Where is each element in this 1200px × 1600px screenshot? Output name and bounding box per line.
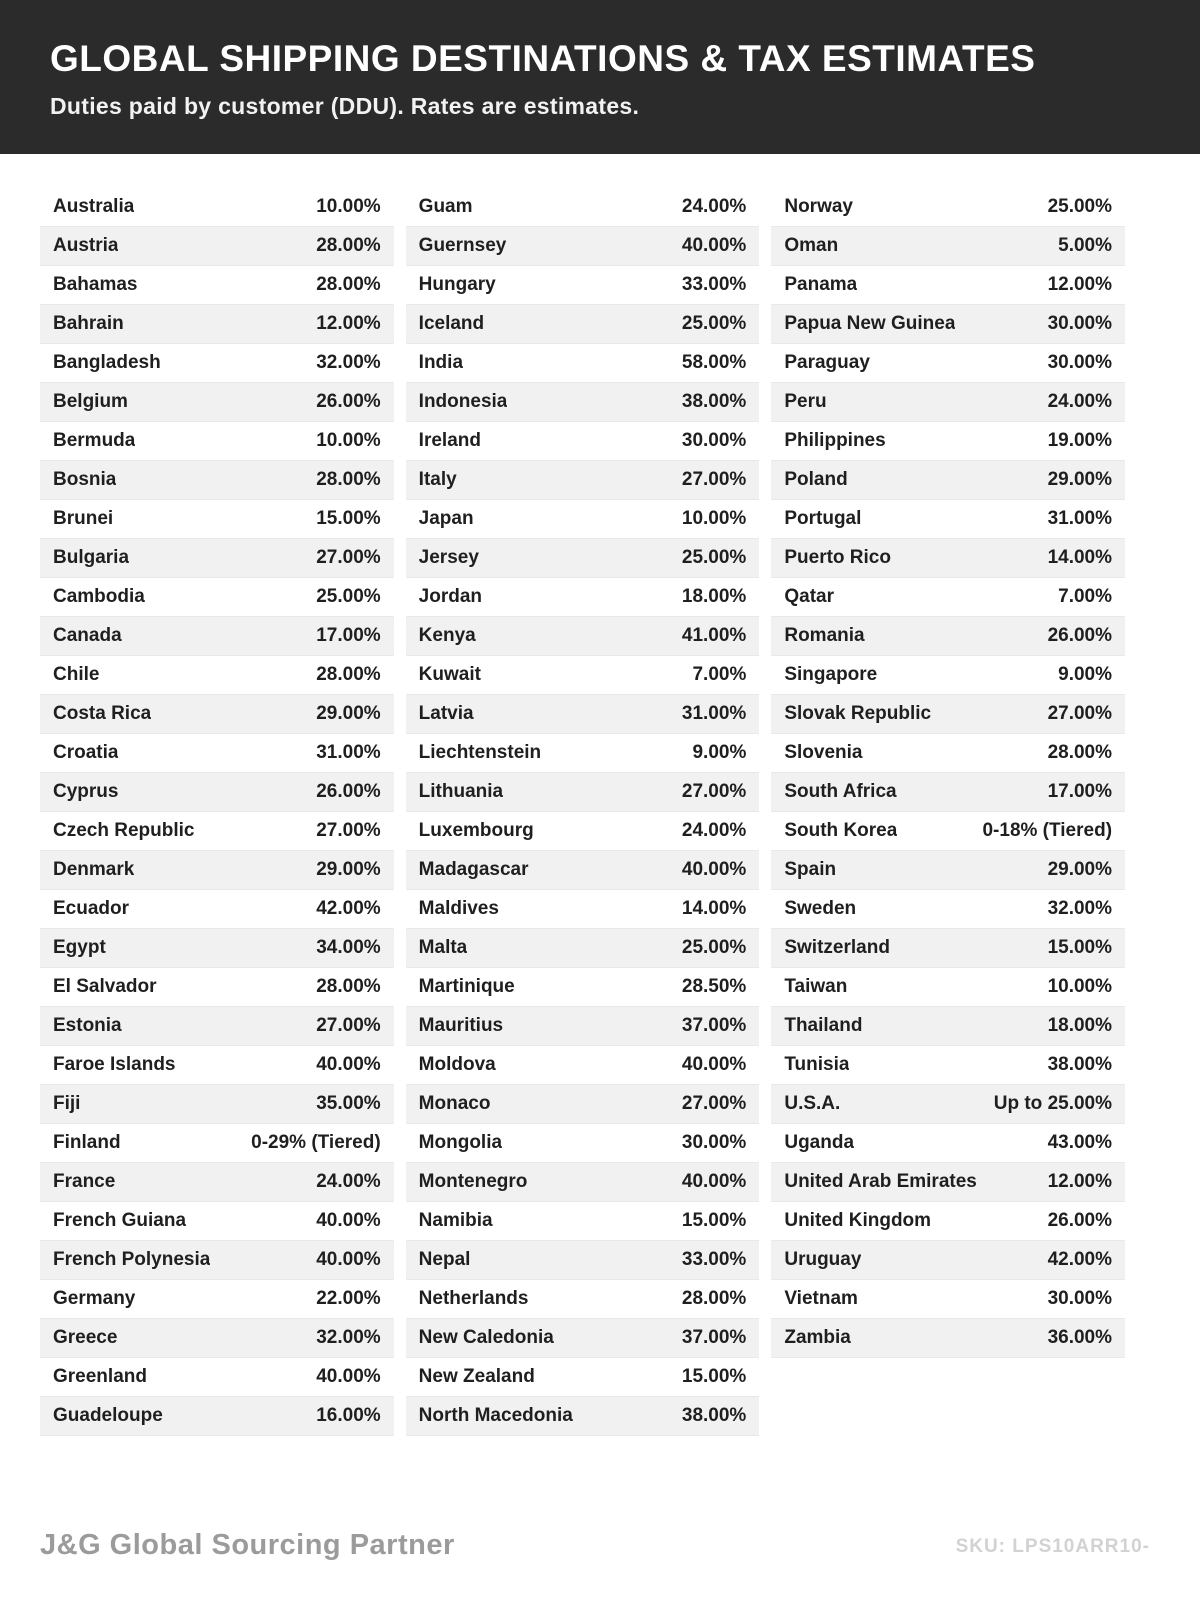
table-row [40, 305, 394, 344]
tax-rate: 41.00% [681, 625, 747, 646]
country-name: Panama [784, 274, 858, 295]
table-row [406, 422, 760, 461]
country-name: Bermuda [53, 430, 136, 451]
country-name: Philippines [784, 430, 886, 451]
tax-rate: 9.00% [692, 742, 747, 763]
tax-rate: 10.00% [1047, 976, 1113, 997]
table-row [771, 1202, 1125, 1241]
country-name: Uruguay [784, 1249, 862, 1270]
tax-rate: 7.00% [1058, 586, 1113, 607]
table-row [40, 539, 394, 578]
tax-rate: 19.00% [1047, 430, 1113, 451]
country-name: United Kingdom [784, 1210, 932, 1231]
table-row [406, 1358, 760, 1397]
table-row [771, 305, 1125, 344]
table-row [406, 1241, 760, 1280]
table-row [771, 773, 1125, 812]
table-row [406, 812, 760, 851]
country-name: Peru [784, 391, 827, 412]
table-row [406, 773, 760, 812]
tax-rate: 15.00% [681, 1210, 747, 1231]
tax-rate: 7.00% [692, 664, 747, 685]
country-name: Luxembourg [418, 820, 534, 841]
country-name: Martinique [418, 976, 515, 997]
tax-rate: 25.00% [1047, 196, 1113, 217]
country-name: North Macedonia [418, 1405, 573, 1426]
tax-rate: 40.00% [316, 1054, 381, 1075]
tax-rate: 28.00% [316, 274, 381, 295]
country-name: Switzerland [784, 937, 890, 958]
country-name: India [418, 352, 464, 373]
tax-rate: 30.00% [1047, 1288, 1113, 1309]
tax-rate: 37.00% [681, 1015, 747, 1036]
table-row [771, 656, 1125, 695]
tax-rate: 38.00% [681, 391, 747, 412]
table-row [40, 578, 394, 617]
country-name: Ecuador [53, 898, 130, 919]
country-name: Cambodia [53, 586, 145, 607]
country-name: Mongolia [418, 1132, 503, 1153]
table-row [40, 188, 394, 227]
tax-rate: 29.00% [1047, 469, 1113, 490]
tax-rate: 25.00% [681, 937, 747, 958]
country-name: Croatia [53, 742, 119, 763]
table-row [771, 1124, 1125, 1163]
country-name: Bosnia [53, 469, 117, 490]
country-name: Bulgaria [53, 547, 130, 568]
country-name: Taiwan [784, 976, 848, 997]
country-name: Indonesia [418, 391, 508, 412]
tax-rate: 40.00% [681, 1054, 747, 1075]
country-name: Czech Republic [53, 820, 195, 841]
header [0, 0, 1200, 154]
page-title: GLOBAL SHIPPING DESTINATIONS & TAX ESTIMATES [50, 38, 1036, 79]
country-name: Greenland [53, 1366, 147, 1387]
country-name: El Salvador [53, 976, 157, 997]
table-row [771, 1241, 1125, 1280]
country-name: Bahrain [53, 313, 124, 334]
table-row [771, 734, 1125, 773]
country-name: Guadeloupe [53, 1405, 163, 1426]
country-name: Nepal [418, 1249, 471, 1270]
country-name: Lithuania [418, 781, 504, 802]
table-row [406, 1319, 760, 1358]
table-row [771, 1163, 1125, 1202]
table-row [406, 617, 760, 656]
rates-table [40, 188, 1125, 1436]
table-row [406, 227, 760, 266]
rates-column-1 [40, 188, 394, 1436]
country-name: Latvia [418, 703, 474, 724]
tax-rate: 28.00% [681, 1288, 747, 1309]
tax-rate: 12.00% [1047, 1171, 1113, 1192]
country-name: Portugal [784, 508, 862, 529]
tax-rate: 27.00% [681, 1093, 747, 1114]
table-row [771, 188, 1125, 227]
tax-rate: 12.00% [1047, 274, 1113, 295]
table-row [40, 383, 394, 422]
country-name: Japan [418, 508, 474, 529]
table-row [40, 1085, 394, 1124]
table-row [406, 383, 760, 422]
tax-rate: 42.00% [1047, 1249, 1113, 1270]
table-row [40, 1163, 394, 1202]
table-row [406, 500, 760, 539]
country-name: Finland [53, 1132, 121, 1153]
country-name: Italy [418, 469, 457, 490]
table-row [771, 1319, 1125, 1358]
country-name: Bangladesh [53, 352, 161, 373]
table-row [771, 812, 1125, 851]
table-row [40, 1241, 394, 1280]
tax-rate: 27.00% [681, 781, 747, 802]
tax-rate: 24.00% [681, 820, 747, 841]
table-row [771, 1280, 1125, 1319]
tax-rate: 29.00% [316, 703, 381, 724]
tax-rate: 32.00% [316, 1327, 381, 1348]
table-row [40, 1007, 394, 1046]
table-row [40, 890, 394, 929]
table-row [771, 617, 1125, 656]
tax-rate: 14.00% [681, 898, 747, 919]
table-row [406, 461, 760, 500]
tax-rate: 22.00% [316, 1288, 381, 1309]
tax-rate: 0-18% (Tiered) [982, 820, 1113, 841]
tax-rate: 30.00% [681, 1132, 747, 1153]
country-name: Guernsey [418, 235, 507, 256]
table-row [40, 266, 394, 305]
country-name: Thailand [784, 1015, 863, 1036]
tax-rate: 34.00% [316, 937, 381, 958]
table-row [406, 1124, 760, 1163]
table-row [771, 539, 1125, 578]
table-row [40, 695, 394, 734]
country-name: Madagascar [418, 859, 529, 880]
table-row [771, 890, 1125, 929]
country-name: Jordan [418, 586, 483, 607]
tax-rate: 25.00% [681, 547, 747, 568]
tax-rate: 29.00% [1047, 859, 1113, 880]
table-row [40, 968, 394, 1007]
tax-rate: 40.00% [316, 1249, 381, 1270]
country-name: South Africa [784, 781, 897, 802]
country-name: Liechtenstein [418, 742, 542, 763]
country-name: Puerto Rico [784, 547, 891, 568]
table-row [771, 695, 1125, 734]
country-name: Estonia [53, 1015, 122, 1036]
table-row [771, 461, 1125, 500]
tax-rate: 16.00% [316, 1405, 381, 1426]
tax-rate: 40.00% [681, 235, 747, 256]
country-name: Poland [784, 469, 848, 490]
rates-column-3 [771, 188, 1125, 1436]
table-row [40, 1124, 394, 1163]
table-row [771, 266, 1125, 305]
table-row [771, 500, 1125, 539]
table-row [406, 851, 760, 890]
tax-rate: 15.00% [316, 508, 381, 529]
sku-label: SKU: LPS10ARR10- [955, 1536, 1150, 1557]
tax-rate: 38.00% [1047, 1054, 1113, 1075]
tax-rate: 15.00% [1047, 937, 1113, 958]
tax-rate: 28.00% [316, 469, 381, 490]
country-name: Uganda [784, 1132, 855, 1153]
table-row [40, 1046, 394, 1085]
tax-rate: 30.00% [681, 430, 747, 451]
country-name: Romania [784, 625, 865, 646]
country-name: Monaco [418, 1093, 491, 1114]
country-name: Denmark [53, 859, 135, 880]
tax-rate: 10.00% [316, 430, 381, 451]
tax-rate: 17.00% [1047, 781, 1113, 802]
country-name: Papua New Guinea [784, 313, 956, 334]
country-name: Tunisia [784, 1054, 850, 1075]
table-row [406, 656, 760, 695]
tax-rate: 28.00% [316, 235, 381, 256]
country-name: New Caledonia [418, 1327, 554, 1348]
tax-rate: Up to 25.00% [993, 1093, 1113, 1114]
tax-rate: 26.00% [316, 781, 381, 802]
tax-rate: 40.00% [316, 1366, 381, 1387]
table-row [771, 578, 1125, 617]
tax-rate: 42.00% [316, 898, 381, 919]
tax-rate: 26.00% [316, 391, 381, 412]
country-name: United Arab Emirates [784, 1171, 977, 1192]
country-name: U.S.A. [784, 1093, 841, 1114]
country-name: Egypt [53, 937, 106, 958]
country-name: Netherlands [418, 1288, 529, 1309]
table-row [406, 1046, 760, 1085]
table-row [40, 1280, 394, 1319]
table-row [406, 1202, 760, 1241]
footer [40, 1529, 1150, 1562]
country-name: Hungary [418, 274, 496, 295]
table-row [771, 1085, 1125, 1124]
tax-rate: 40.00% [316, 1210, 381, 1231]
tax-rate: 28.00% [316, 976, 381, 997]
tax-rate: 30.00% [1047, 313, 1113, 334]
country-name: Belgium [53, 391, 128, 412]
tax-rate: 28.00% [1047, 742, 1113, 763]
tax-rate: 29.00% [316, 859, 381, 880]
country-name: Fiji [53, 1093, 81, 1114]
country-name: Greece [53, 1327, 118, 1348]
country-name: Guam [418, 196, 473, 217]
tax-rate: 25.00% [681, 313, 747, 334]
table-row [40, 422, 394, 461]
country-name: South Korea [784, 820, 898, 841]
country-name: Slovenia [784, 742, 863, 763]
tax-rate: 38.00% [681, 1405, 747, 1426]
tax-rate: 40.00% [681, 859, 747, 880]
brand-name: J&G Global Sourcing Partner [40, 1529, 455, 1561]
table-row [406, 188, 760, 227]
tax-rate: 27.00% [316, 547, 381, 568]
tax-rate: 24.00% [1047, 391, 1113, 412]
table-row [40, 344, 394, 383]
table-row [771, 968, 1125, 1007]
tax-rate: 35.00% [316, 1093, 381, 1114]
table-row [771, 929, 1125, 968]
tax-rate: 40.00% [681, 1171, 747, 1192]
country-name: Qatar [784, 586, 834, 607]
rates-column-2 [406, 188, 760, 1436]
table-row [406, 734, 760, 773]
tax-rate: 17.00% [316, 625, 381, 646]
country-name: France [53, 1171, 116, 1192]
tax-rate: 28.00% [316, 664, 381, 685]
table-row [40, 1319, 394, 1358]
table-row [40, 773, 394, 812]
table-row [40, 1202, 394, 1241]
country-name: Oman [784, 235, 839, 256]
tax-rate: 33.00% [681, 274, 747, 295]
country-name: Australia [53, 196, 135, 217]
country-name: Costa Rica [53, 703, 152, 724]
table-row [771, 1007, 1125, 1046]
table-row [40, 734, 394, 773]
country-name: Iceland [418, 313, 485, 334]
country-name: Moldova [418, 1054, 496, 1075]
country-name: French Polynesia [53, 1249, 211, 1270]
table-row [40, 656, 394, 695]
tax-rate: 15.00% [681, 1366, 747, 1387]
tax-rate: 5.00% [1058, 235, 1113, 256]
country-name: Maldives [418, 898, 499, 919]
table-row [406, 305, 760, 344]
tax-rate: 32.00% [1047, 898, 1113, 919]
table-row [406, 695, 760, 734]
table-row [406, 890, 760, 929]
table-row [406, 1397, 760, 1436]
table-row [406, 968, 760, 1007]
table-row [40, 1358, 394, 1397]
tax-rate: 36.00% [1047, 1327, 1113, 1348]
tax-rate: 18.00% [1047, 1015, 1113, 1036]
country-name: Chile [53, 664, 100, 685]
tax-rate: 58.00% [681, 352, 747, 373]
country-name: Brunei [53, 508, 114, 529]
table-row [40, 812, 394, 851]
table-row [771, 851, 1125, 890]
country-name: Paraguay [784, 352, 870, 373]
tax-rate: 14.00% [1047, 547, 1113, 568]
tax-rate: 25.00% [316, 586, 381, 607]
table-row [40, 461, 394, 500]
tax-rate: 32.00% [316, 352, 381, 373]
table-row [40, 929, 394, 968]
country-name: Sweden [784, 898, 857, 919]
country-name: Zambia [784, 1327, 851, 1348]
tax-rate: 9.00% [1058, 664, 1113, 685]
country-name: Spain [784, 859, 837, 880]
table-row [40, 500, 394, 539]
country-name: Namibia [418, 1210, 493, 1231]
tax-rate: 10.00% [316, 196, 381, 217]
table-row [771, 383, 1125, 422]
table-row [771, 227, 1125, 266]
country-name: Canada [53, 625, 122, 646]
table-row [771, 422, 1125, 461]
country-name: Bahamas [53, 274, 138, 295]
table-row [406, 1085, 760, 1124]
table-row [406, 1163, 760, 1202]
country-name: Mauritius [418, 1015, 504, 1036]
tax-rate: 27.00% [316, 1015, 381, 1036]
tax-rate: 24.00% [681, 196, 747, 217]
tax-rate: 26.00% [1047, 625, 1113, 646]
table-row [771, 1046, 1125, 1085]
country-name: Faroe Islands [53, 1054, 176, 1075]
tax-rate: 26.00% [1047, 1210, 1113, 1231]
country-name: Austria [53, 235, 119, 256]
country-name: Malta [418, 937, 468, 958]
country-name: Kenya [418, 625, 476, 646]
tax-rate: 31.00% [316, 742, 381, 763]
tax-rate: 27.00% [681, 469, 747, 490]
country-name: Norway [784, 196, 853, 217]
tax-rate: 24.00% [316, 1171, 381, 1192]
table-row [40, 1397, 394, 1436]
page-subtitle: Duties paid by customer (DDU). Rates are estimates. [50, 93, 640, 119]
country-name: Ireland [418, 430, 481, 451]
tax-rate: 12.00% [316, 313, 381, 334]
table-row [406, 1007, 760, 1046]
country-name: Jersey [418, 547, 479, 568]
country-name: Montenegro [418, 1171, 528, 1192]
table-row [406, 1280, 760, 1319]
country-name: Singapore [784, 664, 878, 685]
country-name: Vietnam [784, 1288, 858, 1309]
tax-rate: 43.00% [1047, 1132, 1113, 1153]
table-row [40, 851, 394, 890]
country-name: French Guiana [53, 1210, 187, 1231]
table-row [406, 578, 760, 617]
table-row [406, 929, 760, 968]
table-row [40, 617, 394, 656]
table-row [406, 344, 760, 383]
table-row [771, 344, 1125, 383]
country-name: Slovak Republic [784, 703, 932, 724]
tax-rate: 37.00% [681, 1327, 747, 1348]
tax-rate: 30.00% [1047, 352, 1113, 373]
tax-rate: 33.00% [681, 1249, 747, 1270]
country-name: New Zealand [418, 1366, 535, 1387]
tax-rate: 31.00% [1047, 508, 1113, 529]
country-name: Kuwait [418, 664, 481, 685]
tax-rate: 31.00% [681, 703, 747, 724]
table-row [40, 227, 394, 266]
tax-rate: 18.00% [681, 586, 747, 607]
tax-rate: 0-29% (Tiered) [251, 1132, 381, 1153]
tax-rate: 27.00% [1047, 703, 1113, 724]
tax-rate: 27.00% [316, 820, 381, 841]
tax-rate: 28.50% [681, 976, 747, 997]
tax-rate: 10.00% [681, 508, 747, 529]
table-row [406, 539, 760, 578]
country-name: Germany [53, 1288, 136, 1309]
country-name: Cyprus [53, 781, 119, 802]
table-row [406, 266, 760, 305]
